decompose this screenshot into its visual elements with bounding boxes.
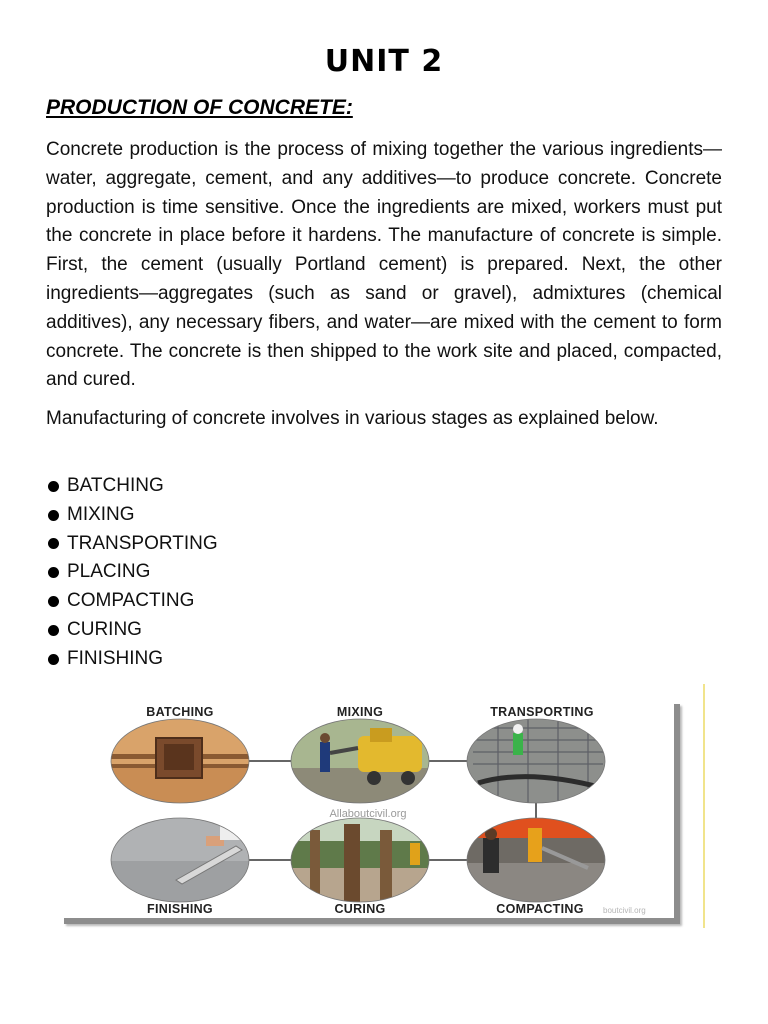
- bullet-icon: [48, 538, 59, 549]
- compacting-photo: [463, 816, 613, 908]
- curing-photo: [288, 816, 438, 908]
- batching-photo: [108, 716, 258, 808]
- finishing-photo: [108, 816, 258, 906]
- figure-label-curing: CURING: [334, 902, 386, 916]
- transporting-photo: [463, 716, 613, 806]
- stages-diagram: [58, 698, 674, 918]
- bullet-icon: [48, 654, 59, 665]
- section-title: PRODUCTION OF CONCRETE:: [46, 96, 353, 119]
- stages-list: [46, 472, 218, 674]
- unit-heading: UNIT 2: [324, 44, 444, 79]
- watermark-small: boutcivil.org: [603, 906, 646, 915]
- bullet-icon: [48, 596, 59, 607]
- bullet-icon: [48, 510, 59, 521]
- list-item: CURING: [46, 616, 218, 645]
- figure-label-mixing: MIXING: [336, 705, 384, 719]
- list-item: COMPACTING: [46, 587, 218, 616]
- list-item: TRANSPORTING: [46, 530, 218, 559]
- list-item: BATCHING: [46, 472, 218, 501]
- bullet-icon: [48, 625, 59, 636]
- figure-label-batching: BATCHING: [146, 705, 214, 719]
- figure-label-compacting: COMPACTING: [496, 902, 584, 916]
- bullet-icon: [48, 567, 59, 578]
- list-item: FINISHING: [46, 645, 218, 674]
- bullet-icon: [48, 481, 59, 492]
- figure-label-transporting: TRANSPORTING: [490, 705, 594, 719]
- list-item: MIXING: [46, 501, 218, 530]
- watermark: Allaboutcivil.org: [329, 808, 407, 820]
- margin-line: [703, 684, 705, 928]
- intro-paragraph: Concrete production is the process of mixing together the various ingredients—water, aggregate, cement, and any additives—to produce concrete. Concrete production is time sensitive. Once the ingredients are mixed, workers must put the concrete in place before it hardens. The manufacture of concrete is simple. First, the cement (usually Portland cement) is prepared. Next, the other ingredients—aggregates (such as sand or gravel), admixtures (chemical additives), any necessary fibers, and water—are mixed with the cement to form concrete. The concrete is then shipped to the work site and placed, compacted, and cured.: [46, 139, 722, 391]
- list-item: PLACING: [46, 558, 218, 587]
- concrete-stages-figure: [58, 698, 674, 918]
- figure-label-finishing: FINISHING: [147, 902, 213, 916]
- stages-intro-paragraph: Manufacturing of concrete involves in various stages as explained below.: [46, 408, 659, 429]
- mixing-photo: [288, 716, 438, 808]
